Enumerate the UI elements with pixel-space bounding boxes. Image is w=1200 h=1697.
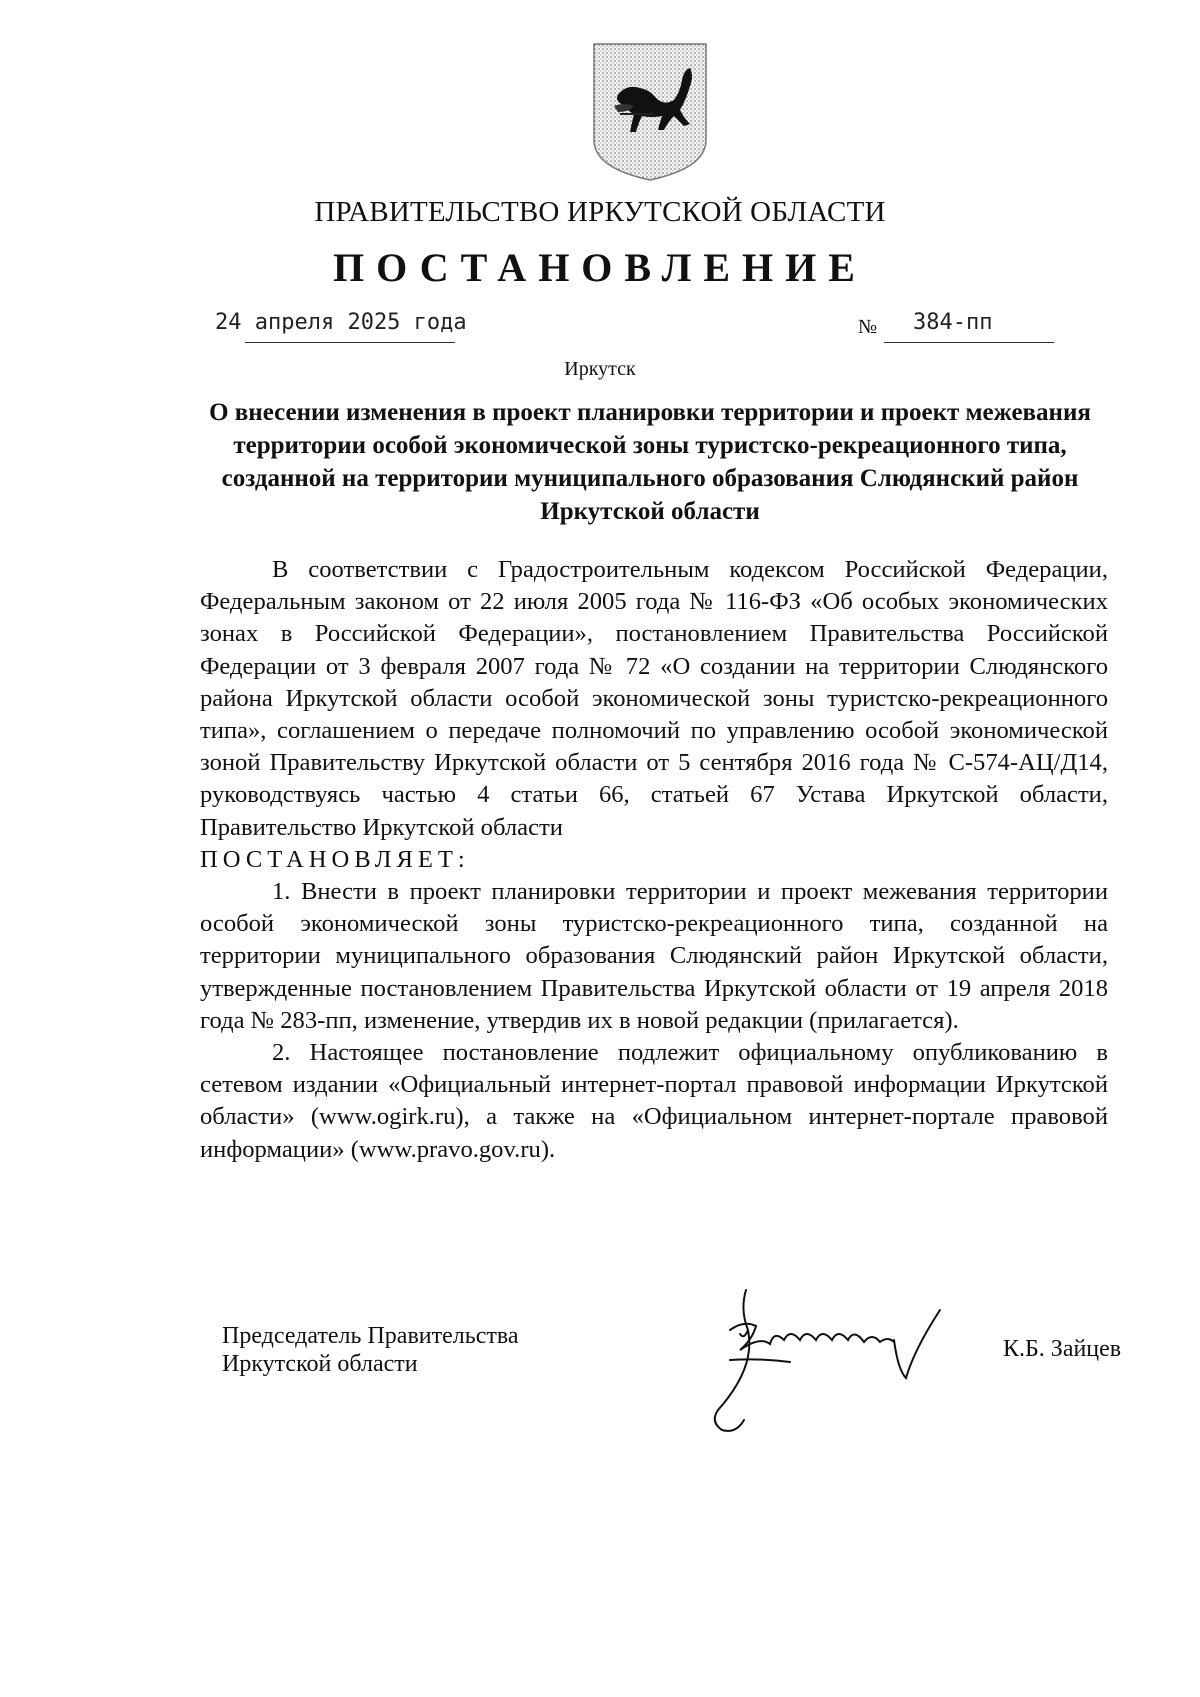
- coat-of-arms-icon: [590, 40, 710, 182]
- item-2-paragraph: 2. Настоящее постановление подлежит официальному опубликованию в сетевом издании «Официальный интернет-портал правовой информации Иркутской области» (www.ogirk.ru), а также на «Официальном интернет-портале правовой информации» (www.pravo.gov.ru).: [200, 1039, 1108, 1163]
- document-meta: [0, 310, 1200, 350]
- handwritten-signature: [700, 1270, 1000, 1450]
- number-underline: [884, 342, 1054, 343]
- document-title: О внесении изменения в проект планировки территории и проект межевания территории особой экономической зоны туристско-рекреационного типа, созданной на территории муниципального образования Слюдянский район Иркутской области: [209, 399, 1091, 525]
- organization-name: ПРАВИТЕЛЬСТВО ИРКУТСКОЙ ОБЛАСТИ: [314, 196, 886, 228]
- document-type: ПОСТАНОВЛЕНИЕ: [333, 245, 867, 290]
- signatory-position-line-2: Иркутской области: [222, 1351, 418, 1377]
- signatory-name: К.Б. Зайцев: [1003, 1336, 1122, 1362]
- document-body: [200, 554, 1108, 1166]
- document-date: 24 апреля 2025 года: [215, 310, 467, 335]
- preamble-paragraph: В соответствии с Градостроительным кодексом Российской Федерации, Федеральным законом от 22 июля 2005 года № 116-ФЗ «Об особых экономических зонах в Российской Федерации», постановлением Правительства Российской Федерации от 3 февраля 2007 года № 72 «О создании на территории Слюдянского района Иркутской области особой экономической зоны туристско-рекреационного типа», соглашением о передаче полномочий по управлению особой экономической зоной Правительству Иркутской области от 5 сентября 2016 года № С-574-АЦ/Д14, руководствуясь частью 4 статьи 66, статьей 67 Устава Иркутской области, Правительство Иркутской области: [200, 556, 1108, 841]
- date-underline: [245, 342, 455, 343]
- signatory-position: [222, 1322, 519, 1378]
- signatory-position-line-1: Председатель Правительства: [222, 1323, 519, 1349]
- number-sign: №: [858, 316, 878, 338]
- resolves-heading: ПОСТАНОВЛЯЕТ:: [200, 845, 470, 873]
- item-1-paragraph: 1. Внести в проект планировки территории и проект межевания территории особой экономической зоны туристско-рекреационного типа, созданной на территории муниципального образования Слюдянский район Иркутской области, утвержденные постановлением Правительства Иркутской области от 19 апреля 2018 года № 283-пп, изменение, утвердив их в новой редакции (прилагается).: [200, 878, 1108, 1034]
- document-number: 384-пп: [913, 310, 993, 335]
- document-city: Иркутск: [564, 358, 636, 380]
